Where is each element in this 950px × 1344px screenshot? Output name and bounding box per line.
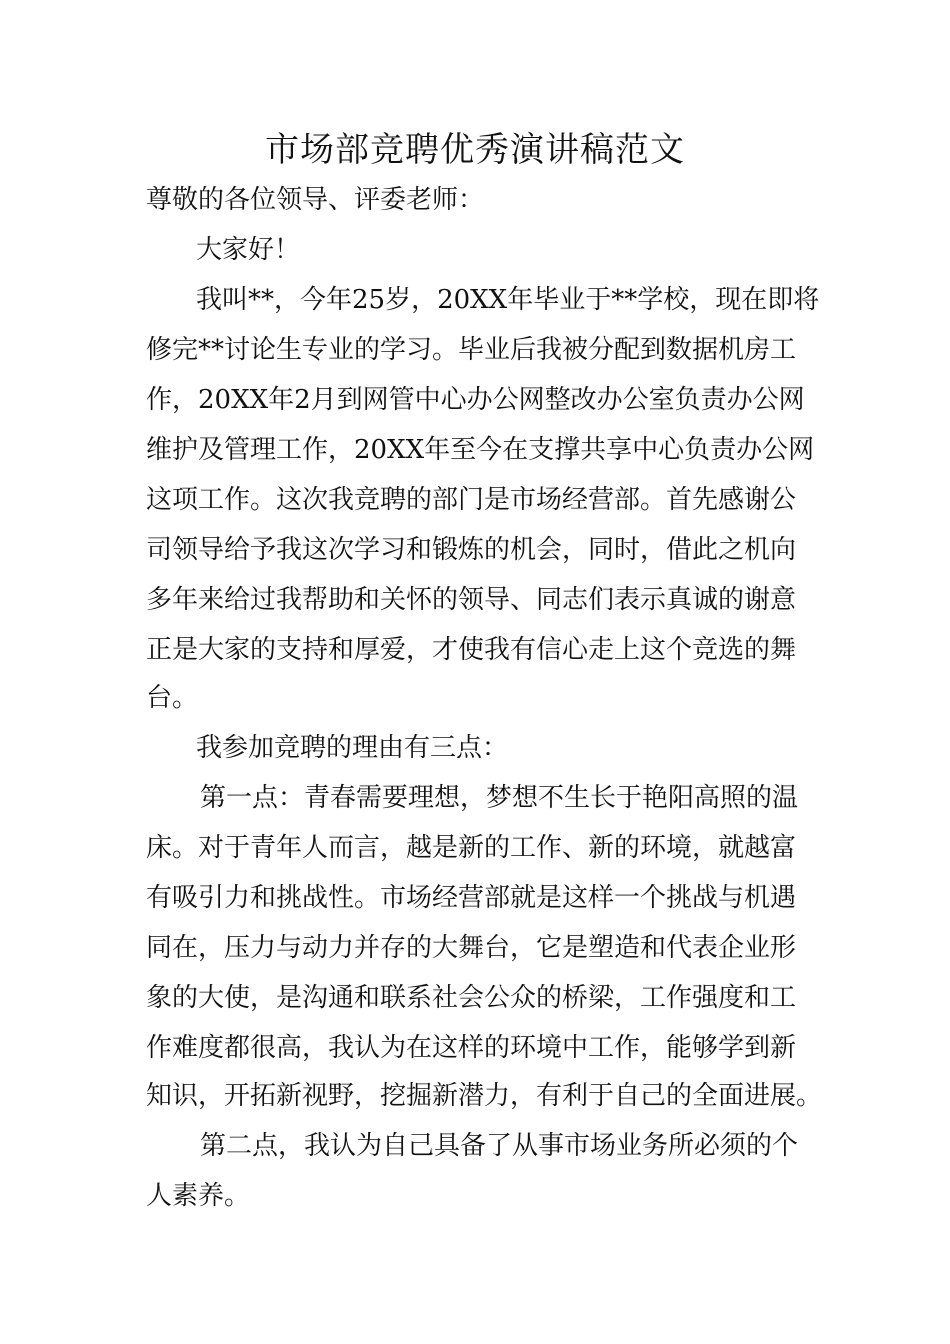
paragraph-line: 同在，压力与动力并存的大舞台，它是塑造和代表企业形 <box>146 933 797 963</box>
paragraph-line: 第二点，我认为自己具备了从事市场业务所必须的个 <box>200 1131 799 1161</box>
paragraph-line: 台。 <box>146 683 199 713</box>
paragraph-line: 作，20XX年2月到网管中心办公网整改办公室负责办公网 <box>146 385 805 415</box>
paragraph-line: 维护及管理工作，20XX年至今在支撑共享中心负责办公网 <box>146 435 815 465</box>
salutation: 尊敬的各位领导、评委老师： <box>146 185 485 215</box>
paragraph-line: 第一点：青春需要理想，梦想不生长于艳阳高照的温 <box>200 783 799 813</box>
paragraph-line: 多年来给过我帮助和关怀的领导、同志们表示真诚的谢意 <box>146 585 797 615</box>
paragraph-line: 我叫**，今年25岁，20XX年毕业于**学校，现在即将 <box>196 285 820 315</box>
paragraph-line: 知识，开拓新视野，挖掘新潜力，有利于自己的全面进展。 <box>146 1081 823 1111</box>
paragraph-line: 正是大家的支持和厚爱，才使我有信心走上这个竞选的舞 <box>146 635 797 665</box>
paragraph-line: 我参加竞聘的理由有三点： <box>196 733 509 763</box>
paragraph-line: 有吸引力和挑战性。市场经营部就是这样一个挑战与机遇 <box>146 883 797 913</box>
paragraph-line: 司领导给予我这次学习和锻炼的机会，同时，借此之机向 <box>146 535 797 565</box>
paragraph-line: 人素养。 <box>146 1181 251 1211</box>
paragraph-line: 这项工作。这次我竞聘的部门是市场经营部。首先感谢公 <box>146 485 797 515</box>
document-title: 市场部竞聘优秀演讲稿范文 <box>265 130 685 170</box>
paragraph-line: 象的大使，是沟通和联系社会公众的桥梁，工作强度和工 <box>146 983 797 1013</box>
paragraph-line: 床。对于青年人而言，越是新的工作、新的环境，就越富 <box>146 833 797 863</box>
greeting: 大家好！ <box>196 235 301 265</box>
paragraph-line: 修完**讨论生专业的学习。毕业后我被分配到数据机房工 <box>146 335 797 365</box>
paragraph-line: 作难度都很高，我认为在这样的环境中工作，能够学到新 <box>146 1033 797 1063</box>
